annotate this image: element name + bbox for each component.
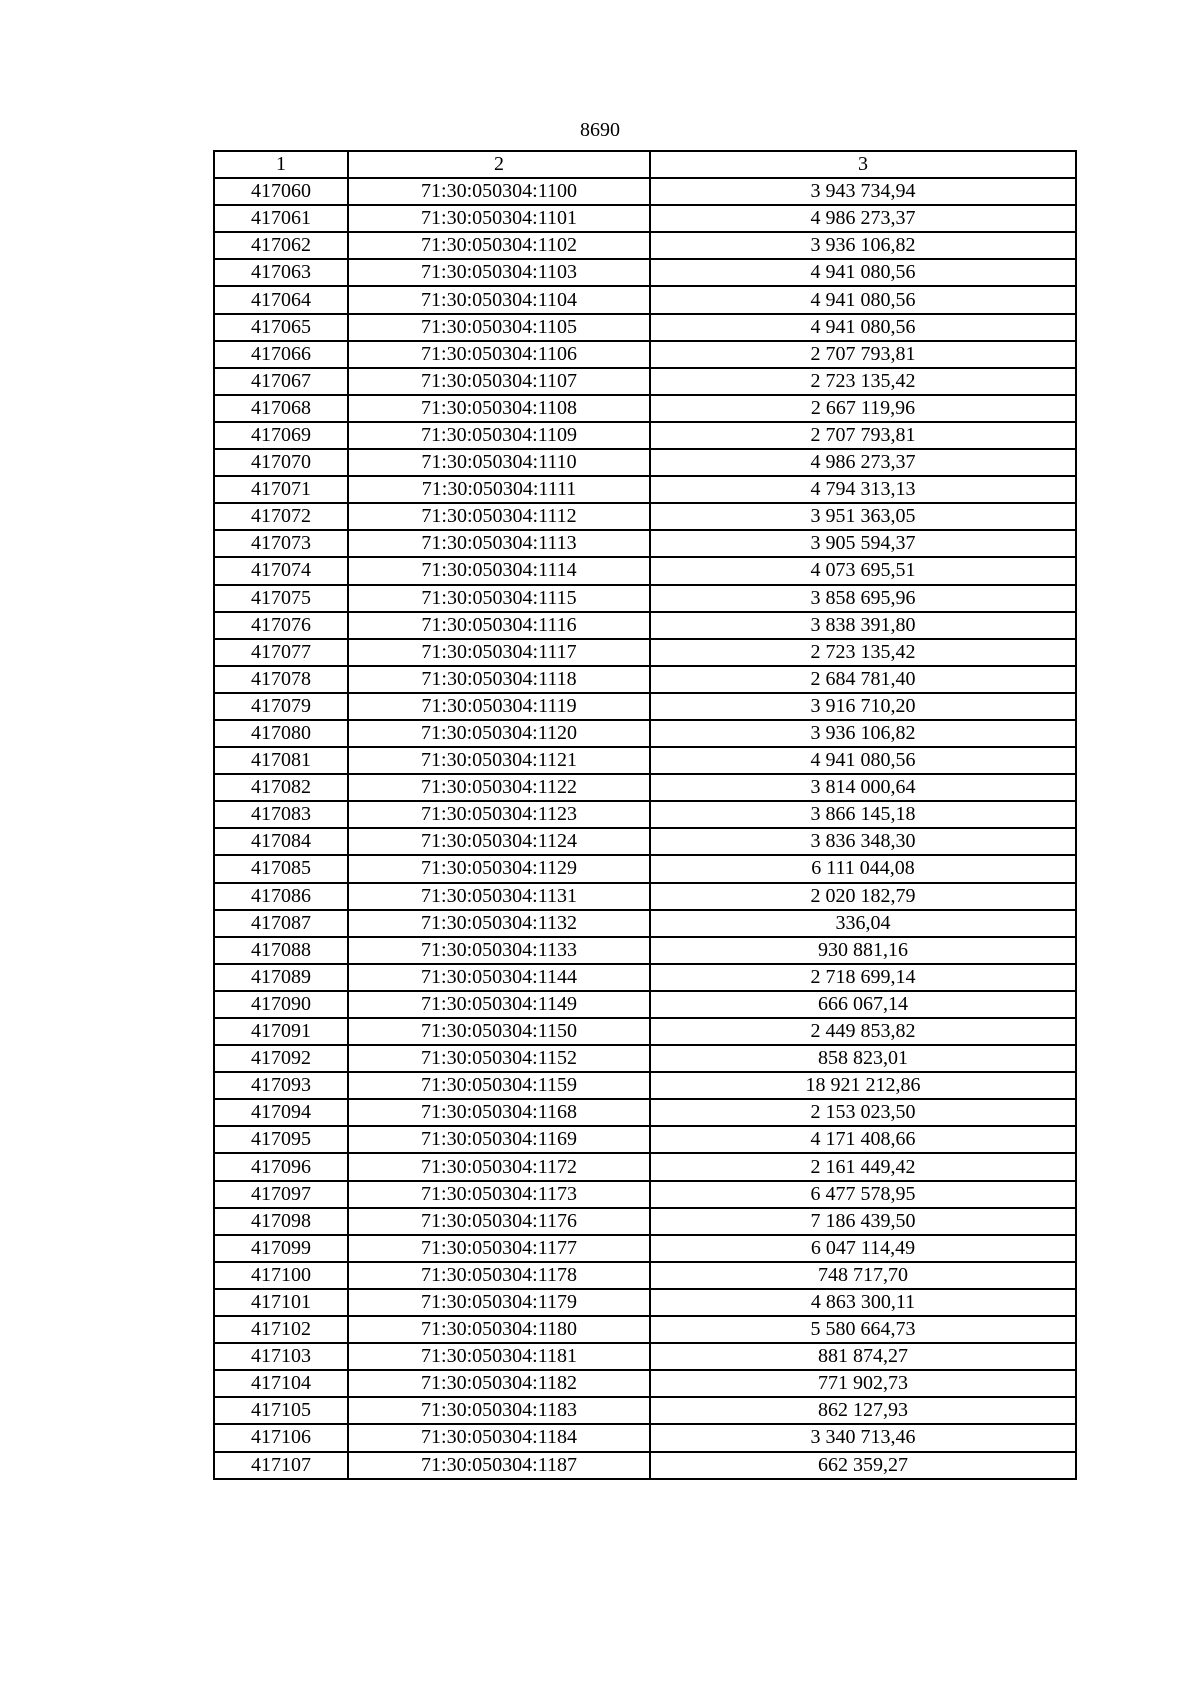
row-number-cell: 417086 xyxy=(214,883,348,910)
table-row xyxy=(214,1208,1076,1235)
row-number-cell: 417079 xyxy=(214,693,348,720)
cadastral-number-cell: 71:30:050304:1169 xyxy=(348,1126,650,1153)
cadastral-number-cell: 71:30:050304:1144 xyxy=(348,964,650,991)
cadastral-number-cell: 71:30:050304:1132 xyxy=(348,910,650,937)
row-number-cell: 417075 xyxy=(214,585,348,612)
cadastral-number-cell: 71:30:050304:1107 xyxy=(348,368,650,395)
cadastral-number-cell: 71:30:050304:1168 xyxy=(348,1099,650,1126)
table-row xyxy=(214,991,1076,1018)
table-row xyxy=(214,612,1076,639)
value-cell: 3 936 106,82 xyxy=(650,232,1076,259)
value-cell: 3 814 000,64 xyxy=(650,774,1076,801)
cadastral-number-cell: 71:30:050304:1150 xyxy=(348,1018,650,1045)
table-header-row xyxy=(214,151,1076,178)
row-number-cell: 417102 xyxy=(214,1316,348,1343)
column-header-cadastral-number: 2 xyxy=(348,151,650,178)
row-number-cell: 417085 xyxy=(214,855,348,882)
cadastral-number-cell: 71:30:050304:1102 xyxy=(348,232,650,259)
value-cell: 2 020 182,79 xyxy=(650,883,1076,910)
value-cell: 2 723 135,42 xyxy=(650,368,1076,395)
table-row xyxy=(214,828,1076,855)
value-cell: 881 874,27 xyxy=(650,1343,1076,1370)
cadastral-number-cell: 71:30:050304:1115 xyxy=(348,585,650,612)
column-header-value: 3 xyxy=(650,151,1076,178)
cadastral-number-cell: 71:30:050304:1176 xyxy=(348,1208,650,1235)
row-number-cell: 417078 xyxy=(214,666,348,693)
value-cell: 3 936 106,82 xyxy=(650,720,1076,747)
value-cell: 3 838 391,80 xyxy=(650,612,1076,639)
value-cell: 2 449 853,82 xyxy=(650,1018,1076,1045)
value-cell: 4 986 273,37 xyxy=(650,449,1076,476)
row-number-cell: 417094 xyxy=(214,1099,348,1126)
table-row xyxy=(214,1289,1076,1316)
value-cell: 3 916 710,20 xyxy=(650,693,1076,720)
row-number-cell: 417070 xyxy=(214,449,348,476)
cadastral-number-cell: 71:30:050304:1104 xyxy=(348,286,650,313)
row-number-cell: 417063 xyxy=(214,259,348,286)
table-row xyxy=(214,232,1076,259)
row-number-cell: 417073 xyxy=(214,530,348,557)
row-number-cell: 417067 xyxy=(214,368,348,395)
value-cell: 4 986 273,37 xyxy=(650,205,1076,232)
cadastral-number-cell: 71:30:050304:1129 xyxy=(348,855,650,882)
value-cell: 3 340 713,46 xyxy=(650,1424,1076,1451)
row-number-cell: 417104 xyxy=(214,1370,348,1397)
table-row xyxy=(214,1126,1076,1153)
row-number-cell: 417083 xyxy=(214,801,348,828)
table-row xyxy=(214,368,1076,395)
row-number-cell: 417107 xyxy=(214,1452,348,1479)
cadastral-number-cell: 71:30:050304:1159 xyxy=(348,1072,650,1099)
table-row xyxy=(214,964,1076,991)
table-row xyxy=(214,1262,1076,1289)
value-cell: 2 153 023,50 xyxy=(650,1099,1076,1126)
table-row xyxy=(214,1045,1076,1072)
table-row xyxy=(214,774,1076,801)
value-cell: 4 171 408,66 xyxy=(650,1126,1076,1153)
row-number-cell: 417072 xyxy=(214,503,348,530)
cadastral-number-cell: 71:30:050304:1113 xyxy=(348,530,650,557)
value-cell: 2 723 135,42 xyxy=(650,639,1076,666)
cadastral-number-cell: 71:30:050304:1108 xyxy=(348,395,650,422)
value-cell: 2 707 793,81 xyxy=(650,422,1076,449)
row-number-cell: 417095 xyxy=(214,1126,348,1153)
value-cell: 858 823,01 xyxy=(650,1045,1076,1072)
table-row xyxy=(214,639,1076,666)
value-cell: 2 707 793,81 xyxy=(650,341,1076,368)
value-cell: 2 161 449,42 xyxy=(650,1153,1076,1180)
row-number-cell: 417082 xyxy=(214,774,348,801)
value-cell: 3 866 145,18 xyxy=(650,801,1076,828)
row-number-cell: 417080 xyxy=(214,720,348,747)
page-number: 8690 xyxy=(580,119,620,141)
row-number-cell: 417103 xyxy=(214,1343,348,1370)
value-cell: 2 718 699,14 xyxy=(650,964,1076,991)
value-cell: 3 858 695,96 xyxy=(650,585,1076,612)
row-number-cell: 417062 xyxy=(214,232,348,259)
row-number-cell: 417088 xyxy=(214,937,348,964)
table-row xyxy=(214,747,1076,774)
row-number-cell: 417081 xyxy=(214,747,348,774)
row-number-cell: 417096 xyxy=(214,1153,348,1180)
cadastral-number-cell: 71:30:050304:1100 xyxy=(348,178,650,205)
cadastral-number-cell: 71:30:050304:1180 xyxy=(348,1316,650,1343)
cadastral-number-cell: 71:30:050304:1152 xyxy=(348,1045,650,1072)
table-row xyxy=(214,937,1076,964)
table-row xyxy=(214,1397,1076,1424)
value-cell: 6 111 044,08 xyxy=(650,855,1076,882)
table-row xyxy=(214,1343,1076,1370)
table-row xyxy=(214,1424,1076,1451)
value-cell: 3 905 594,37 xyxy=(650,530,1076,557)
table-row xyxy=(214,476,1076,503)
cadastral-number-cell: 71:30:050304:1172 xyxy=(348,1153,650,1180)
table-row xyxy=(214,1452,1076,1479)
table-row xyxy=(214,801,1076,828)
value-cell: 2 684 781,40 xyxy=(650,666,1076,693)
row-number-cell: 417089 xyxy=(214,964,348,991)
cadastral-number-cell: 71:30:050304:1109 xyxy=(348,422,650,449)
row-number-cell: 417065 xyxy=(214,314,348,341)
row-number-cell: 417091 xyxy=(214,1018,348,1045)
table-row xyxy=(214,1235,1076,1262)
row-number-cell: 417105 xyxy=(214,1397,348,1424)
cadastral-number-cell: 71:30:050304:1117 xyxy=(348,639,650,666)
row-number-cell: 417097 xyxy=(214,1181,348,1208)
row-number-cell: 417087 xyxy=(214,910,348,937)
table-row xyxy=(214,530,1076,557)
cadastral-number-cell: 71:30:050304:1114 xyxy=(348,557,650,584)
table-row xyxy=(214,585,1076,612)
cadastral-number-cell: 71:30:050304:1110 xyxy=(348,449,650,476)
cadastral-number-cell: 71:30:050304:1177 xyxy=(348,1235,650,1262)
row-number-cell: 417061 xyxy=(214,205,348,232)
table-body xyxy=(214,178,1076,1479)
table-row xyxy=(214,286,1076,313)
cadastral-number-cell: 71:30:050304:1120 xyxy=(348,720,650,747)
cadastral-number-cell: 71:30:050304:1105 xyxy=(348,314,650,341)
table-row xyxy=(214,178,1076,205)
value-cell: 666 067,14 xyxy=(650,991,1076,1018)
table-row xyxy=(214,720,1076,747)
cadastral-number-cell: 71:30:050304:1121 xyxy=(348,747,650,774)
value-cell: 4 863 300,11 xyxy=(650,1289,1076,1316)
table-row xyxy=(214,1181,1076,1208)
table-row xyxy=(214,205,1076,232)
cadastral-number-cell: 71:30:050304:1122 xyxy=(348,774,650,801)
row-number-cell: 417093 xyxy=(214,1072,348,1099)
table-row xyxy=(214,503,1076,530)
cadastral-number-cell: 71:30:050304:1116 xyxy=(348,612,650,639)
row-number-cell: 417101 xyxy=(214,1289,348,1316)
table-row xyxy=(214,449,1076,476)
value-cell: 4 941 080,56 xyxy=(650,314,1076,341)
cadastral-number-cell: 71:30:050304:1178 xyxy=(348,1262,650,1289)
row-number-cell: 417066 xyxy=(214,341,348,368)
cadastral-number-cell: 71:30:050304:1112 xyxy=(348,503,650,530)
row-number-cell: 417100 xyxy=(214,1262,348,1289)
table-row xyxy=(214,1316,1076,1343)
table-row xyxy=(214,422,1076,449)
row-number-cell: 417098 xyxy=(214,1208,348,1235)
cadastral-number-cell: 71:30:050304:1181 xyxy=(348,1343,650,1370)
row-number-cell: 417074 xyxy=(214,557,348,584)
cadastral-number-cell: 71:30:050304:1133 xyxy=(348,937,650,964)
table-row xyxy=(214,1370,1076,1397)
table-row xyxy=(214,1072,1076,1099)
table-row xyxy=(214,883,1076,910)
value-cell: 2 667 119,96 xyxy=(650,395,1076,422)
cadastral-number-cell: 71:30:050304:1184 xyxy=(348,1424,650,1451)
table-row xyxy=(214,341,1076,368)
row-number-cell: 417099 xyxy=(214,1235,348,1262)
table-row xyxy=(214,1099,1076,1126)
cadastral-number-cell: 71:30:050304:1124 xyxy=(348,828,650,855)
row-number-cell: 417090 xyxy=(214,991,348,1018)
value-cell: 4 073 695,51 xyxy=(650,557,1076,584)
row-number-cell: 417092 xyxy=(214,1045,348,1072)
value-cell: 3 836 348,30 xyxy=(650,828,1076,855)
cadastral-number-cell: 71:30:050304:1179 xyxy=(348,1289,650,1316)
value-cell: 336,04 xyxy=(650,910,1076,937)
cadastral-number-cell: 71:30:050304:1118 xyxy=(348,666,650,693)
value-cell: 771 902,73 xyxy=(650,1370,1076,1397)
value-cell: 6 047 114,49 xyxy=(650,1235,1076,1262)
table-row xyxy=(214,557,1076,584)
value-cell: 748 717,70 xyxy=(650,1262,1076,1289)
table-row xyxy=(214,666,1076,693)
table-row xyxy=(214,910,1076,937)
row-number-cell: 417064 xyxy=(214,286,348,313)
row-number-cell: 417106 xyxy=(214,1424,348,1451)
cadastral-number-cell: 71:30:050304:1173 xyxy=(348,1181,650,1208)
value-cell: 5 580 664,73 xyxy=(650,1316,1076,1343)
row-number-cell: 417069 xyxy=(214,422,348,449)
cadastral-number-cell: 71:30:050304:1183 xyxy=(348,1397,650,1424)
cadastral-number-cell: 71:30:050304:1119 xyxy=(348,693,650,720)
cadastral-number-cell: 71:30:050304:1111 xyxy=(348,476,650,503)
table-row xyxy=(214,1153,1076,1180)
column-header-number: 1 xyxy=(214,151,348,178)
value-cell: 7 186 439,50 xyxy=(650,1208,1076,1235)
cadastral-number-cell: 71:30:050304:1131 xyxy=(348,883,650,910)
value-cell: 3 951 363,05 xyxy=(650,503,1076,530)
cadastral-number-cell: 71:30:050304:1103 xyxy=(348,259,650,286)
value-cell: 6 477 578,95 xyxy=(650,1181,1076,1208)
table-row xyxy=(214,855,1076,882)
cadastral-value-table xyxy=(213,150,1077,1480)
table-row xyxy=(214,314,1076,341)
table-row xyxy=(214,693,1076,720)
row-number-cell: 417068 xyxy=(214,395,348,422)
value-cell: 862 127,93 xyxy=(650,1397,1076,1424)
row-number-cell: 417084 xyxy=(214,828,348,855)
cadastral-number-cell: 71:30:050304:1187 xyxy=(348,1452,650,1479)
table-row xyxy=(214,1018,1076,1045)
cadastral-number-cell: 71:30:050304:1101 xyxy=(348,205,650,232)
value-cell: 930 881,16 xyxy=(650,937,1076,964)
row-number-cell: 417060 xyxy=(214,178,348,205)
table-row xyxy=(214,395,1076,422)
cadastral-number-cell: 71:30:050304:1182 xyxy=(348,1370,650,1397)
value-cell: 4 941 080,56 xyxy=(650,259,1076,286)
table-row xyxy=(214,259,1076,286)
value-cell: 4 794 313,13 xyxy=(650,476,1076,503)
value-cell: 662 359,27 xyxy=(650,1452,1076,1479)
value-cell: 4 941 080,56 xyxy=(650,286,1076,313)
value-cell: 4 941 080,56 xyxy=(650,747,1076,774)
cadastral-number-cell: 71:30:050304:1106 xyxy=(348,341,650,368)
row-number-cell: 417077 xyxy=(214,639,348,666)
cadastral-number-cell: 71:30:050304:1123 xyxy=(348,801,650,828)
row-number-cell: 417071 xyxy=(214,476,348,503)
value-cell: 18 921 212,86 xyxy=(650,1072,1076,1099)
row-number-cell: 417076 xyxy=(214,612,348,639)
cadastral-number-cell: 71:30:050304:1149 xyxy=(348,991,650,1018)
value-cell: 3 943 734,94 xyxy=(650,178,1076,205)
